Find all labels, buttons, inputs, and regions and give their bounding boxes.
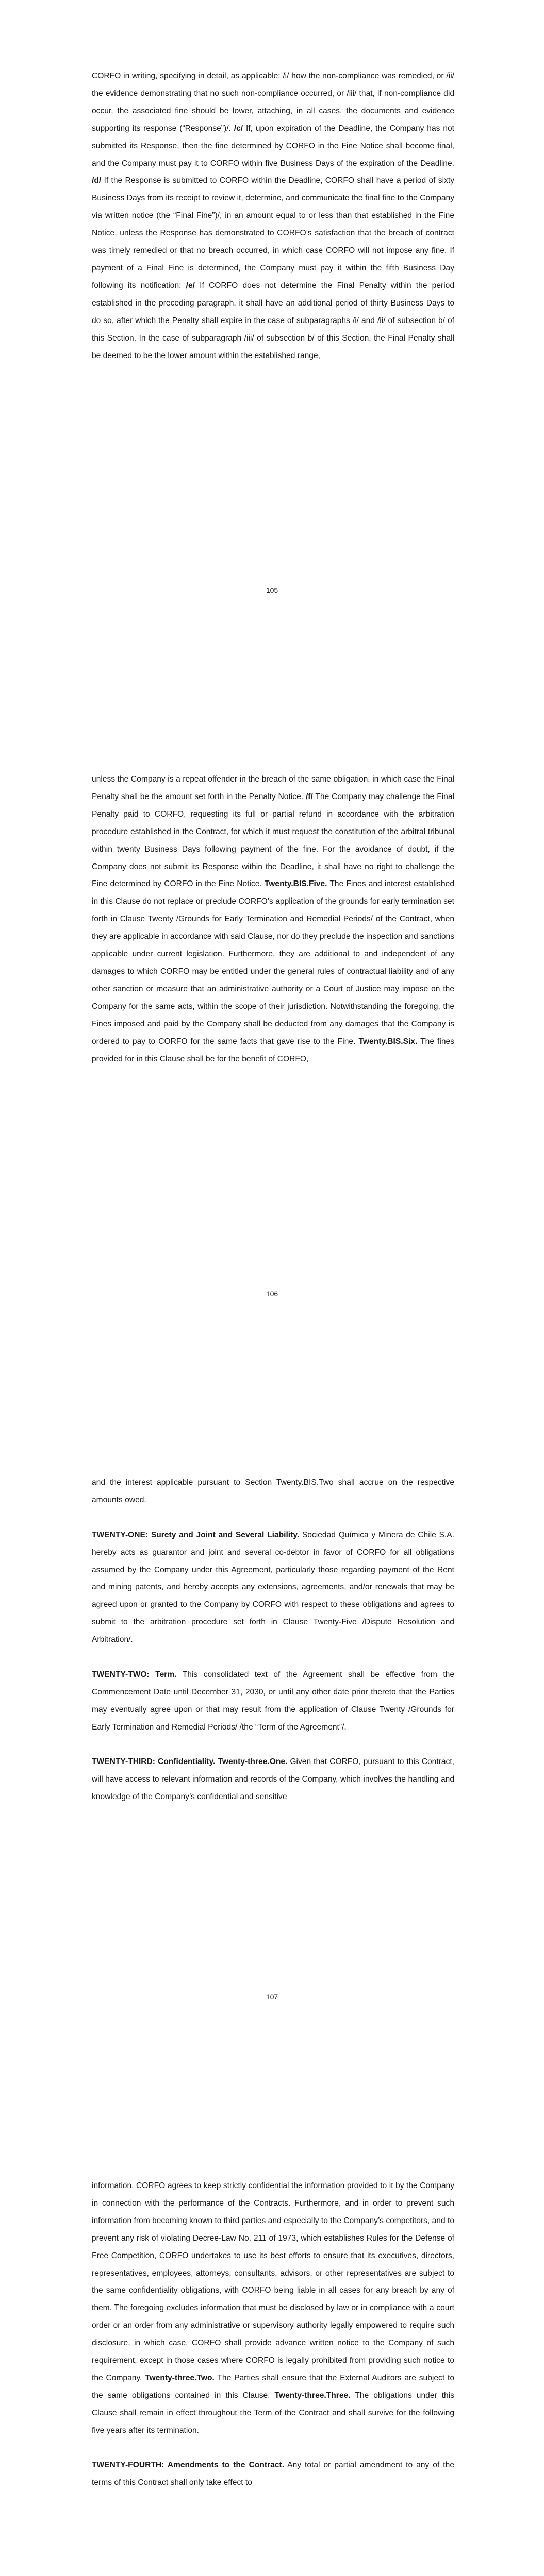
text-run: unless the Company is a repeat offender in the breach of the same obligation, in which case the Final Penalty shall be the amount set forth in the Penalty Notice. xyxy=(92,775,454,801)
section-twenty-two xyxy=(92,1666,454,1736)
section-twenty-fourth xyxy=(92,2456,454,2492)
bold-run: Twenty.BIS.Five. xyxy=(264,879,327,889)
page-number: 107 xyxy=(266,1993,278,2001)
paragraph xyxy=(92,67,454,364)
text-run: The Fines and interest established in this Clause do not replace or preclude CORFO’s application of the grounds for early termination set forth in Clause Twenty /Grounds for Early Termination and Remedial Periods/ of the Contract, when they are applicable in accordance with said Clause, nor do they preclude the inspection and sanctions applicable under current legislation. Furthermore, they are additional to and independent of any damages to which CORFO may be entitled under the general rules of contractual liability and of any other sanction or measure that an administrative authority or a Court of Justice may impose on the Company for the same acts, within the scope of their jurisdiction. Notwithstanding the foregoing, the Fines imposed and paid by the Company shall be deducted from any damages that the Company is ordered to pay to CORFO for the same facts that gave rise to the Fine. xyxy=(92,879,454,1046)
bold-run: /f/ xyxy=(305,792,313,801)
text-run: The Company may challenge the Final Penalty paid to CORFO, requesting its full or partial refund in accordance with the arbitration procedure established in the Contract, for which it must request the constitution of the arbitral tribunal within twenty Business Days following payment of the fine. For the avoidance of doubt, if the Company does not submit its Response within the Deadline, it shall have no right to challenge the Fine determined by CORFO in the Fine Notice. xyxy=(92,792,454,889)
text-run: The fines provided for in this Clause shall be for the benefit of CORFO, xyxy=(92,1037,454,1063)
bold-run: Twenty.BIS.Six. xyxy=(358,1037,418,1046)
bold-run: TWENTY-FOURTH: Amendments to the Contract. xyxy=(92,2461,285,2470)
page-body xyxy=(92,771,454,1067)
section-twenty-one xyxy=(92,1527,454,1649)
page-105 xyxy=(0,0,544,703)
page-number: 106 xyxy=(266,1290,278,1298)
text-run: If CORFO does not determine the Final Penalty within the period established in the preceding paragraph, it shall have an additional period of thirty Business Days to do so, after which the Penalty shall expire in the case of subparagraphs /i/ and /ii/ of subsection b/ of this Section. In the case of subparagraph /iii/ of subsection b/ of this Section, the Final Penalty shall be deemed to be the lower amount within the established range, xyxy=(92,281,455,360)
section-twenty-third xyxy=(92,1753,454,1806)
page-body xyxy=(92,2177,454,2492)
paragraph xyxy=(92,2177,454,2439)
bold-run: /d/ xyxy=(92,176,102,185)
text-run: If the Response is submitted to CORFO within the Deadline, CORFO shall have a period of sixty Business Days from its receipt to review it, determine, and communicate the final fine to the Company via written notice (the “Final Fine”)/, in an amount equal to or less than that established in the Fine Notice, unless the Response has demonstrated to CORFO’s satisfaction that the breach of contract was timely remedied or that no breach occurred, in which case CORFO will not impose any fine. If payment of a Final Fine is determined, the Company must pay it within the fifth Business Day following its notification; xyxy=(92,176,454,290)
bold-run: Twenty-three.Two. xyxy=(145,2373,215,2382)
text-run: and the interest applicable pursuant to Section Twenty.BIS.Two shall accrue on the respective amounts owed. xyxy=(92,1478,454,1504)
text-run: Given that CORFO, pursuant to this Contract, will have access to relevant information and records of the Company, which involves the handling and knowledge of the Company’s confidential and sensitive xyxy=(92,1757,454,1802)
page-body xyxy=(92,67,454,364)
text-run: This consolidated text of the Agreement shall be effective from the Commencement Date until December 31, 2030, or until any other date prior thereto that the Parties may eventually agree upon or that may result from the application of Clause Twenty /Grounds for Early Termination and Remedial Periods/ /the “Term of the Agreement”/. xyxy=(92,1670,454,1732)
text-run: The Parties shall ensure that the External Auditors are subject to the same obligations contained in this Clause. xyxy=(92,2373,454,2400)
paragraph xyxy=(92,771,454,1067)
paragraph xyxy=(92,1474,454,1509)
page-108 xyxy=(0,2110,544,2576)
page-body xyxy=(92,1474,454,1806)
text-run: If, upon expiration of the Deadline, the Company has not submitted its Response, then the fine determined by CORFO in the Fine Notice shall become final, and the Company must pay it to CORFO within five Business Days of the expiration of the Deadline. xyxy=(92,124,454,168)
bold-run: Twenty-three.Three. xyxy=(274,2391,351,2400)
text-run: CORFO in writing, specifying in detail, as applicable: /i/ how the non-compliance was remedied, or /ii/ the evidence demonstrating that no such non-compliance occurred, or /iii/ that, if non-compliance did occur, the associated fine should be lower, attaching, in all cases, the documents and evidence supporting its response (“Response”)/. xyxy=(92,72,454,133)
bold-run: TWENTY-ONE: Surety and Joint and Several Liability. xyxy=(92,1530,300,1539)
page-number: 105 xyxy=(266,586,278,595)
bold-run: /c/ xyxy=(234,124,243,133)
bold-run: TWENTY-TWO: Term. xyxy=(92,1670,177,1679)
page-106 xyxy=(0,703,544,1406)
page-107 xyxy=(0,1406,544,2110)
text-run: The obligations under this Clause shall remain in effect throughout the Term of the Contract and shall survive for the following five years after its termination. xyxy=(92,2391,454,2435)
text-run: Sociedad Química y Minera de Chile S.A. hereby acts as guarantor and joint and several co-debtor in favor of CORFO for all obligations assumed by the Company under this Agreement, particularly those regarding payment of the Rent and mining patents, and hereby accepts any extensions, agreements, and/or renewals that may be agreed upon or granted to the Company by CORFO with respect to these obligations and agrees to submit to the arbitration procedure set forth in Clause Twenty-Five /Dispute Resolution and Arbitration/. xyxy=(92,1530,454,1645)
text-run: information, CORFO agrees to keep strictly confidential the information provided to it by the Company in connection with the performance of the Contracts. Furthermore, and in order to prevent such information from becoming known to third parties and especially to the Company’s competitors, and to prevent any risk of violating Decree-Law No. 211 of 1973, which establishes Rules for the Defense of Free Competition, CORFO undertakes to use its best efforts to ensure that its executives, directors, representatives, employees, attorneys, consultants, advisors, or other representatives are subject to the same confidentiality obligations, with CORFO being liable in all cases for any breach by any of them. The foregoing excludes information that must be disclosed by law or in compliance with a court order or an order from any administrative or supervisory authority legally empowered to require such disclosure, in which case, CORFO shall provide advance written notice to the Company of such requirement, except in those cases where CORFO is legally prohibited from providing such notice to the Company. xyxy=(92,2181,454,2382)
text-run: Any total or partial amendment to any of the terms of this Contract shall only take effect to xyxy=(92,2461,454,2487)
bold-run: /e/ xyxy=(186,281,195,290)
bold-run: Twenty-three.One. xyxy=(218,1757,288,1767)
bold-run: TWENTY-THIRD: Confidentiality. xyxy=(92,1757,216,1767)
